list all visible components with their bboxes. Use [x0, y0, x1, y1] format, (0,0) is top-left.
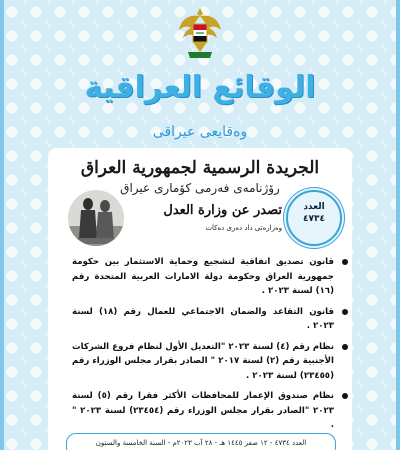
issue-footer-bar [66, 433, 336, 450]
list-item: قانون تصديق اتفاقية لتشجيع وحماية الاستثمار بين حكومة جمهورية العراق وحكومة دولة الامارات العربية المتحدة رقم (١٦) لسنة ٢٠٢٣ . [72, 255, 348, 299]
bullet-icon [342, 344, 348, 350]
contents-list [72, 255, 348, 439]
bullet-icon [342, 393, 348, 399]
issue-number-badge [286, 190, 342, 246]
list-item: نظام صندوق الإعمار للمحافظات الأكثر فقرا رقم (٥) لسنة ٢٠٢٣ "الصادر بقرار مجلس الوزراء رقم (٢٣٤٥٤) لسنة ٢٠٢٣ " . [72, 389, 348, 433]
iraq-eagle-emblem-icon [178, 6, 222, 62]
bullet-icon [342, 259, 348, 265]
issue-number: ٤٧٣٤ [303, 214, 325, 224]
gazette-title-kurdish: وەقایعی عیراقی [152, 124, 248, 140]
bullet-icon [342, 309, 348, 315]
official-gazette-heading: الجريدة الرسمية لجمهورية العراق [80, 158, 320, 178]
official-gazette-heading-kurdish: رۆژنامەی فەرمی کۆماری عیراق [120, 181, 280, 195]
issuer-line: تصدر عن وزارة العدل [163, 203, 282, 218]
issue-footer-text: العدد ٤٧٣٤ - ١٢ صفر ١٤٤٥ هـ - ٢٨ آب ٢٠٢٣م - السنة الخامسة والستون [95, 439, 307, 447]
statue-photo [68, 190, 124, 246]
issue-label: العدد [303, 202, 325, 212]
gazette-title: الوقائع العراقية [84, 70, 316, 105]
list-item: نظام رقم (٤) لسنة ٢٠٢٣ "التعديل الأول لنظام فروع الشركات الأجنبية رقم (٢) لسنة ٢٠١٧ " الصادر بقرار مجلس الوزراء رقم (٢٣٤٥٥) لسنة ٢٠٢٣ . [72, 340, 348, 384]
list-item: قانون التقاعد والضمان الاجتماعي للعمال رقم (١٨) لسنة ٢٠٢٣ . [72, 305, 348, 334]
left-edge-strip [0, 0, 4, 450]
right-edge-strip [396, 0, 400, 450]
issuer-line-kurdish: وەزارەتی داد دەری دەکات [205, 224, 282, 232]
